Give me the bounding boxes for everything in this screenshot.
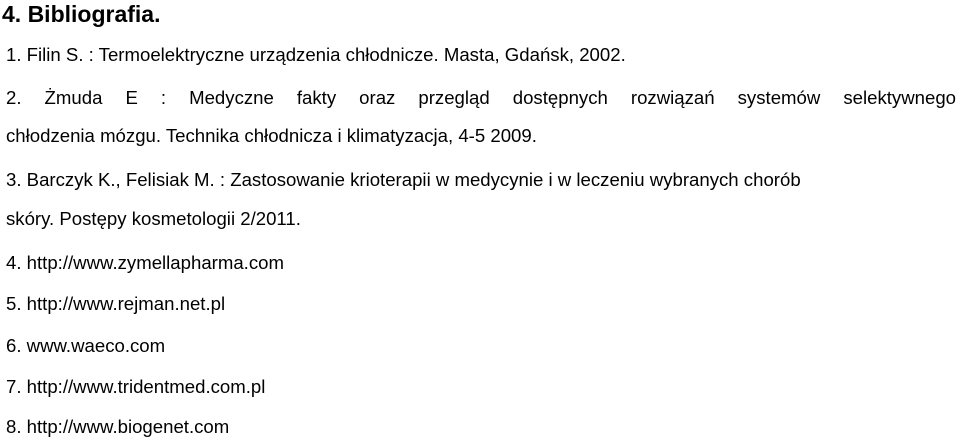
section-heading: 4. Bibliografia. bbox=[2, 1, 161, 27]
reference-6: 6. www.waeco.com bbox=[6, 335, 166, 356]
reference-7: 7. http://www.tridentmed.com.pl bbox=[6, 376, 266, 397]
reference-8: 8. http://www.biogenet.com bbox=[6, 416, 230, 437]
reference-4: 4. http://www.zymellapharma.com bbox=[6, 252, 284, 273]
reference-2-line-1: 2. Żmuda E : Medyczne fakty oraz przegląd dostępnych rozwiązań systemów selektywnego bbox=[6, 87, 956, 108]
reference-3-line-1: 3. Barczyk K., Felisiak M. : Zastosowanie krioterapii w medycynie i w leczeniu wybranych chorób bbox=[6, 169, 801, 190]
reference-1: 1. Filin S. : Termoelektryczne urządzenia chłodnicze. Masta, Gdańsk, 2002. bbox=[6, 44, 626, 65]
reference-5: 5. http://www.rejman.net.pl bbox=[6, 293, 226, 314]
reference-2-line-2: chłodzenia mózgu. Technika chłodnicza i klimatyzacja, 4-5 2009. bbox=[6, 125, 537, 146]
reference-3-line-2: skóry. Postępy kosmetologii 2/2011. bbox=[6, 208, 301, 229]
